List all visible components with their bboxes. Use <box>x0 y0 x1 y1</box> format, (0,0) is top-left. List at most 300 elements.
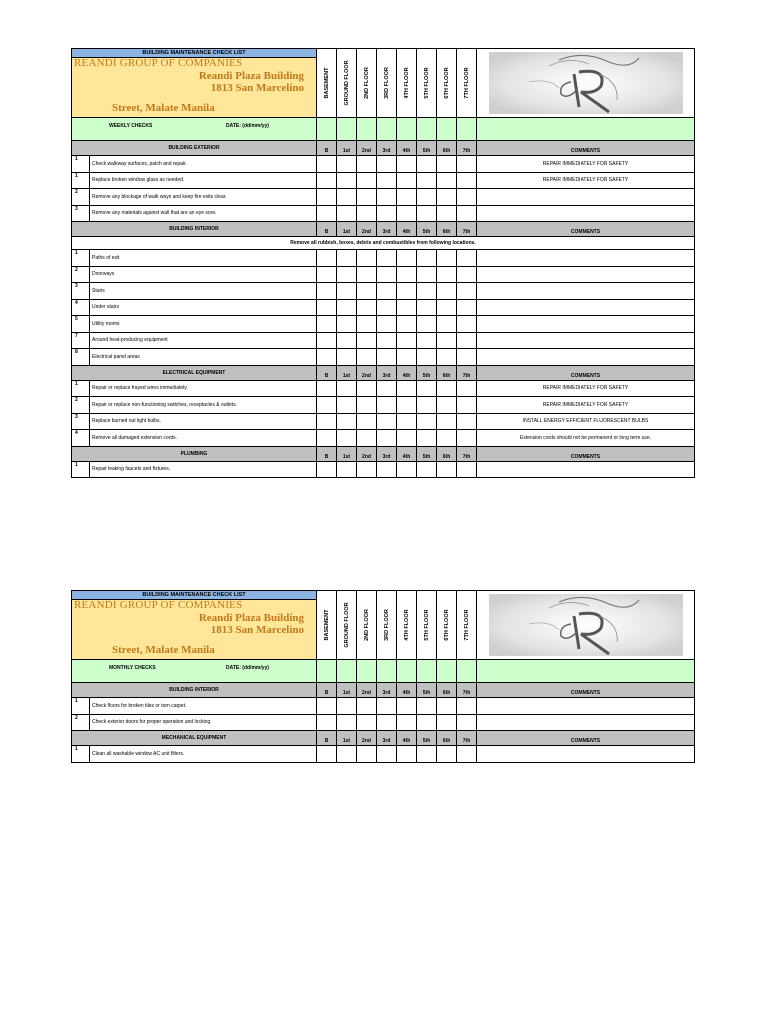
check-cell[interactable] <box>417 380 437 397</box>
comments-header: COMMENTS <box>477 683 695 698</box>
item-text: Replace burned out light bulbs. <box>90 413 317 430</box>
check-cell[interactable] <box>357 266 377 283</box>
floor-header <box>317 49 337 118</box>
check-cell[interactable] <box>417 299 437 316</box>
check-cell[interactable] <box>377 714 397 731</box>
company-name: REANDI GROUP OF COMPANIES <box>74 599 243 611</box>
checklist-sheet <box>71 590 695 763</box>
item-number: 3 <box>72 205 90 222</box>
check-cell[interactable] <box>317 299 337 316</box>
check-cell[interactable] <box>357 250 377 267</box>
check-cell[interactable] <box>417 746 437 763</box>
logo-cell <box>477 591 695 660</box>
floor-column-label: 1st <box>337 731 357 746</box>
check-cell[interactable] <box>377 205 397 222</box>
check-cell[interactable] <box>377 413 397 430</box>
section-heading: BUILDING INTERIOR <box>72 683 317 698</box>
check-cell[interactable] <box>437 430 457 447</box>
date-cell[interactable] <box>317 660 337 683</box>
checklist-row <box>72 266 695 283</box>
check-cell[interactable] <box>437 205 457 222</box>
check-cell[interactable] <box>357 172 377 189</box>
check-cell[interactable] <box>357 714 377 731</box>
floor-label: GROUND FLOOR <box>343 60 350 106</box>
item-number: 2 <box>72 714 90 731</box>
floor-column-label: 3rd <box>377 222 397 237</box>
floor-column-label: 1st <box>337 446 357 461</box>
check-cell[interactable] <box>457 397 477 414</box>
check-cell[interactable] <box>457 380 477 397</box>
comment-cell[interactable] <box>477 266 695 283</box>
check-cell[interactable] <box>397 205 417 222</box>
item-number: 7 <box>72 332 90 349</box>
check-cell[interactable] <box>317 698 337 715</box>
item-text: Under stairs <box>90 299 317 316</box>
checklist-row <box>72 430 695 447</box>
check-cell[interactable] <box>317 714 337 731</box>
date-cell[interactable] <box>457 660 477 683</box>
comment-cell[interactable] <box>477 250 695 267</box>
check-cell[interactable] <box>397 266 417 283</box>
check-cell[interactable] <box>437 349 457 366</box>
check-cell[interactable] <box>437 698 457 715</box>
floor-label: 3RD FLOOR <box>383 609 390 641</box>
check-cell[interactable] <box>337 430 357 447</box>
logo-cell <box>477 49 695 118</box>
item-text: Check exterior doors for proper operation and locking. <box>90 714 317 731</box>
floor-header <box>437 49 457 118</box>
checklist-row <box>72 746 695 763</box>
item-text: Electrical panel areas <box>90 349 317 366</box>
check-cell[interactable] <box>377 746 397 763</box>
comment-cell[interactable]: Extension cords should not be permanent or long term use. <box>477 430 695 447</box>
logo-image <box>489 52 683 114</box>
check-cell[interactable] <box>337 283 357 300</box>
check-cell[interactable] <box>457 250 477 267</box>
check-cell[interactable] <box>457 172 477 189</box>
check-cell[interactable] <box>397 250 417 267</box>
floor-label: BASEMENT <box>323 609 330 641</box>
check-cell[interactable] <box>357 380 377 397</box>
check-cell[interactable] <box>317 156 337 173</box>
floor-column-label: 1st <box>337 222 357 237</box>
sheet-header <box>72 49 317 118</box>
check-cell[interactable] <box>317 283 337 300</box>
check-cell[interactable] <box>337 189 357 206</box>
date-cell[interactable] <box>357 118 377 141</box>
comments-header: COMMENTS <box>477 365 695 380</box>
checklist-row <box>72 172 695 189</box>
check-cell[interactable] <box>417 698 437 715</box>
check-cell[interactable] <box>437 156 457 173</box>
check-cell[interactable] <box>377 250 397 267</box>
item-number: 1 <box>72 156 90 173</box>
check-cell[interactable] <box>417 266 437 283</box>
check-cell[interactable] <box>397 380 417 397</box>
floor-column-label: 7th <box>457 446 477 461</box>
floor-column-label: 7th <box>457 365 477 380</box>
check-cell[interactable] <box>417 349 437 366</box>
check-cell[interactable] <box>317 746 337 763</box>
check-cell[interactable] <box>357 205 377 222</box>
comment-cell[interactable]: REPAIR IMMEDIATELY FOR SAFETY <box>477 397 695 414</box>
floor-label: GROUND FLOOR <box>343 602 350 648</box>
date-cell[interactable] <box>437 660 457 683</box>
item-number: 1 <box>72 172 90 189</box>
check-cell[interactable] <box>437 380 457 397</box>
floor-column-label: 6th <box>437 141 457 156</box>
item-text: Paths of exit <box>90 250 317 267</box>
check-cell[interactable] <box>317 349 337 366</box>
check-cell[interactable] <box>457 316 477 333</box>
street-number: 1813 San Marcelino <box>210 624 304 636</box>
check-cell[interactable] <box>417 714 437 731</box>
check-cell[interactable] <box>457 698 477 715</box>
check-cell[interactable] <box>337 413 357 430</box>
check-cell[interactable] <box>457 413 477 430</box>
floor-column-label: 5th <box>417 446 437 461</box>
check-cell[interactable] <box>357 283 377 300</box>
floor-column-label: 1st <box>337 365 357 380</box>
floor-column-label: B <box>317 731 337 746</box>
checklist-row <box>72 156 695 173</box>
check-cell[interactable] <box>437 189 457 206</box>
check-cell[interactable] <box>397 283 417 300</box>
check-cell[interactable] <box>377 266 397 283</box>
checklist-row <box>72 332 695 349</box>
check-cell[interactable] <box>337 250 357 267</box>
check-cell[interactable] <box>377 316 397 333</box>
check-cell[interactable] <box>317 413 337 430</box>
floor-label: 4TH FLOOR <box>403 67 410 99</box>
check-cell[interactable] <box>337 397 357 414</box>
floor-label: 2ND FLOOR <box>363 67 370 99</box>
floor-column-label: 4th <box>397 683 417 698</box>
checklist-row <box>72 349 695 366</box>
checklist-row <box>72 461 695 478</box>
floor-label: 7TH FLOOR <box>463 609 470 641</box>
checklist-row <box>72 698 695 715</box>
date-cell[interactable] <box>317 118 337 141</box>
check-cell[interactable] <box>417 413 437 430</box>
date-cell[interactable] <box>477 118 695 141</box>
date-cell[interactable] <box>377 660 397 683</box>
checklist-sheet <box>71 48 695 478</box>
comment-cell[interactable] <box>477 714 695 731</box>
check-cell[interactable] <box>377 156 397 173</box>
floor-column-label: 3rd <box>377 683 397 698</box>
check-cell[interactable] <box>337 205 357 222</box>
section-heading: BUILDING INTERIOR <box>72 222 317 237</box>
period-row <box>72 118 317 141</box>
check-cell[interactable] <box>437 397 457 414</box>
check-cell[interactable] <box>457 299 477 316</box>
period-label: MONTHLY CHECKS <box>109 665 156 671</box>
check-cell[interactable] <box>397 746 417 763</box>
check-cell[interactable] <box>397 172 417 189</box>
item-number: 4 <box>72 299 90 316</box>
floor-column-label: 2nd <box>357 222 377 237</box>
building-name: Reandi Plaza Building <box>198 612 304 624</box>
item-text: Doorways <box>90 266 317 283</box>
comment-cell[interactable] <box>477 205 695 222</box>
check-cell[interactable] <box>417 172 437 189</box>
check-cell[interactable] <box>357 746 377 763</box>
company-name: REANDI GROUP OF COMPANIES <box>74 57 243 69</box>
check-cell[interactable] <box>437 172 457 189</box>
floor-label: 5TH FLOOR <box>423 609 430 641</box>
floor-header <box>317 591 337 660</box>
check-cell[interactable] <box>357 349 377 366</box>
check-cell[interactable] <box>437 316 457 333</box>
date-cell[interactable] <box>397 118 417 141</box>
check-cell[interactable] <box>397 430 417 447</box>
check-cell[interactable] <box>437 461 457 478</box>
floor-label: BASEMENT <box>323 67 330 99</box>
check-cell[interactable] <box>357 299 377 316</box>
check-cell[interactable] <box>457 332 477 349</box>
check-cell[interactable] <box>337 349 357 366</box>
check-cell[interactable] <box>337 172 357 189</box>
comment-cell[interactable]: REPAIR IMMEDIATELY FOR SAFETY <box>477 172 695 189</box>
floor-header <box>417 591 437 660</box>
floor-header <box>337 591 357 660</box>
check-cell[interactable] <box>437 250 457 267</box>
check-cell[interactable] <box>337 714 357 731</box>
check-cell[interactable] <box>417 189 437 206</box>
floor-column-label: 3rd <box>377 365 397 380</box>
check-cell[interactable] <box>377 299 397 316</box>
check-cell[interactable] <box>397 316 417 333</box>
floor-header <box>357 49 377 118</box>
check-cell[interactable] <box>457 349 477 366</box>
item-text: Remove any materials against wall that are an eye sore. <box>90 205 317 222</box>
check-cell[interactable] <box>417 283 437 300</box>
check-cell[interactable] <box>457 746 477 763</box>
check-cell[interactable] <box>457 283 477 300</box>
check-cell[interactable] <box>317 397 337 414</box>
check-cell[interactable] <box>397 156 417 173</box>
floor-label: 7TH FLOOR <box>463 67 470 99</box>
date-cell[interactable] <box>417 660 437 683</box>
check-cell[interactable] <box>337 332 357 349</box>
check-cell[interactable] <box>437 283 457 300</box>
checklist-row <box>72 189 695 206</box>
floor-label: 6TH FLOOR <box>443 67 450 99</box>
check-cell[interactable] <box>357 461 377 478</box>
check-cell[interactable] <box>377 349 397 366</box>
check-cell[interactable] <box>457 461 477 478</box>
comments-header: COMMENTS <box>477 141 695 156</box>
check-cell[interactable] <box>337 461 357 478</box>
item-text: Repair leaking faucets and fixtures. <box>90 461 317 478</box>
comment-cell[interactable]: INSTALL ENERGY EFFICIENT FLUORESCENT BULBS <box>477 413 695 430</box>
check-cell[interactable] <box>377 332 397 349</box>
check-cell[interactable] <box>417 397 437 414</box>
check-cell[interactable] <box>397 332 417 349</box>
floor-column-label: 6th <box>437 222 457 237</box>
check-cell[interactable] <box>317 332 337 349</box>
check-cell[interactable] <box>337 380 357 397</box>
floor-column-label: 6th <box>437 446 457 461</box>
check-cell[interactable] <box>397 397 417 414</box>
check-cell[interactable] <box>457 189 477 206</box>
date-cell[interactable] <box>377 118 397 141</box>
check-cell[interactable] <box>417 461 437 478</box>
check-cell[interactable] <box>377 397 397 414</box>
sheet-title: BUILDING MAINTENANCE CHECK LIST <box>72 49 316 58</box>
check-cell[interactable] <box>457 714 477 731</box>
check-cell[interactable] <box>317 461 337 478</box>
date-cell[interactable] <box>477 660 695 683</box>
check-cell[interactable] <box>457 266 477 283</box>
check-cell[interactable] <box>397 698 417 715</box>
comments-header: COMMENTS <box>477 446 695 461</box>
check-cell[interactable] <box>377 172 397 189</box>
check-cell[interactable] <box>317 266 337 283</box>
item-number: 3 <box>72 413 90 430</box>
period-label: WEEKLY CHECKS <box>109 123 153 129</box>
period-row <box>72 660 317 683</box>
check-cell[interactable] <box>457 156 477 173</box>
check-cell[interactable] <box>337 299 357 316</box>
check-cell[interactable] <box>357 413 377 430</box>
checklist-row <box>72 714 695 731</box>
comment-cell[interactable] <box>477 316 695 333</box>
check-cell[interactable] <box>437 746 457 763</box>
check-cell[interactable] <box>457 430 477 447</box>
floor-column-label: 6th <box>437 365 457 380</box>
check-cell[interactable] <box>317 430 337 447</box>
comment-cell[interactable] <box>477 698 695 715</box>
check-cell[interactable] <box>357 698 377 715</box>
floor-column-label: 5th <box>417 683 437 698</box>
check-cell[interactable] <box>377 283 397 300</box>
comment-cell[interactable] <box>477 746 695 763</box>
comment-cell[interactable]: REPAIR IMMEDIATELY FOR SAFETY <box>477 380 695 397</box>
floor-column-label: 7th <box>457 731 477 746</box>
date-label: DATE: (dd/mm/yy) <box>226 665 269 671</box>
check-cell[interactable] <box>377 461 397 478</box>
comment-cell[interactable] <box>477 299 695 316</box>
check-cell[interactable] <box>337 156 357 173</box>
check-cell[interactable] <box>437 332 457 349</box>
check-cell[interactable] <box>377 189 397 206</box>
date-cell[interactable] <box>417 118 437 141</box>
floor-column-label: 2nd <box>357 365 377 380</box>
comments-header: COMMENTS <box>477 731 695 746</box>
check-cell[interactable] <box>357 430 377 447</box>
checklist-row <box>72 397 695 414</box>
floor-column-label: 1st <box>337 141 357 156</box>
check-cell[interactable] <box>437 413 457 430</box>
check-cell[interactable] <box>397 413 417 430</box>
comment-cell[interactable] <box>477 283 695 300</box>
floor-label: 6TH FLOOR <box>443 609 450 641</box>
check-cell[interactable] <box>417 316 437 333</box>
check-cell[interactable] <box>397 189 417 206</box>
comment-cell[interactable]: REPAIR IMMEDIATELY FOR SAFETY <box>477 156 695 173</box>
section-heading: ELECTRICAL EQUIPMENT <box>72 365 317 380</box>
comment-cell[interactable] <box>477 189 695 206</box>
date-cell[interactable] <box>337 118 357 141</box>
date-cell[interactable] <box>457 118 477 141</box>
check-cell[interactable] <box>457 205 477 222</box>
check-cell[interactable] <box>417 250 437 267</box>
check-cell[interactable] <box>337 698 357 715</box>
check-cell[interactable] <box>317 380 337 397</box>
floor-column-label: 6th <box>437 683 457 698</box>
street-name: Street, Malate Manila <box>112 644 215 656</box>
check-cell[interactable] <box>357 156 377 173</box>
building-name: Reandi Plaza Building <box>198 70 304 82</box>
floor-column-label: 4th <box>397 446 417 461</box>
check-cell[interactable] <box>337 266 357 283</box>
check-cell[interactable] <box>417 156 437 173</box>
check-cell[interactable] <box>357 316 377 333</box>
item-text: Repair or replace frayed wires immediately. <box>90 380 317 397</box>
floor-column-label: 5th <box>417 141 437 156</box>
check-cell[interactable] <box>317 172 337 189</box>
check-cell[interactable] <box>397 461 417 478</box>
item-number: 1 <box>72 461 90 478</box>
floor-header <box>357 591 377 660</box>
comment-cell[interactable] <box>477 349 695 366</box>
item-text: Utility rooms <box>90 316 317 333</box>
floor-header <box>437 591 457 660</box>
check-cell[interactable] <box>417 205 437 222</box>
floor-column-label: B <box>317 141 337 156</box>
check-cell[interactable] <box>437 714 457 731</box>
floor-label: 2ND FLOOR <box>363 609 370 641</box>
check-cell[interactable] <box>377 380 397 397</box>
check-cell[interactable] <box>437 266 457 283</box>
item-number: 1 <box>72 698 90 715</box>
item-number: 8 <box>72 349 90 366</box>
check-cell[interactable] <box>357 332 377 349</box>
item-text: Remove all damaged extension cords. <box>90 430 317 447</box>
date-cell[interactable] <box>437 118 457 141</box>
floor-column-label: 7th <box>457 222 477 237</box>
check-cell[interactable] <box>417 430 437 447</box>
item-number: 4 <box>72 430 90 447</box>
item-number: 5 <box>72 316 90 333</box>
check-cell[interactable] <box>317 250 337 267</box>
check-cell[interactable] <box>317 205 337 222</box>
check-cell[interactable] <box>397 349 417 366</box>
comment-cell[interactable] <box>477 461 695 478</box>
comment-cell[interactable] <box>477 332 695 349</box>
check-cell[interactable] <box>377 698 397 715</box>
check-cell[interactable] <box>357 189 377 206</box>
check-cell[interactable] <box>397 714 417 731</box>
check-cell[interactable] <box>317 189 337 206</box>
street-number: 1813 San Marcelino <box>210 82 304 94</box>
check-cell[interactable] <box>417 332 437 349</box>
check-cell[interactable] <box>437 299 457 316</box>
date-cell[interactable] <box>357 660 377 683</box>
check-cell[interactable] <box>337 316 357 333</box>
date-cell[interactable] <box>337 660 357 683</box>
date-cell[interactable] <box>397 660 417 683</box>
check-cell[interactable] <box>377 430 397 447</box>
check-cell[interactable] <box>357 397 377 414</box>
check-cell[interactable] <box>397 299 417 316</box>
checklist-row <box>72 316 695 333</box>
check-cell[interactable] <box>337 746 357 763</box>
item-text: Check walkway surfaces, patch and repair. <box>90 156 317 173</box>
check-cell[interactable] <box>317 316 337 333</box>
